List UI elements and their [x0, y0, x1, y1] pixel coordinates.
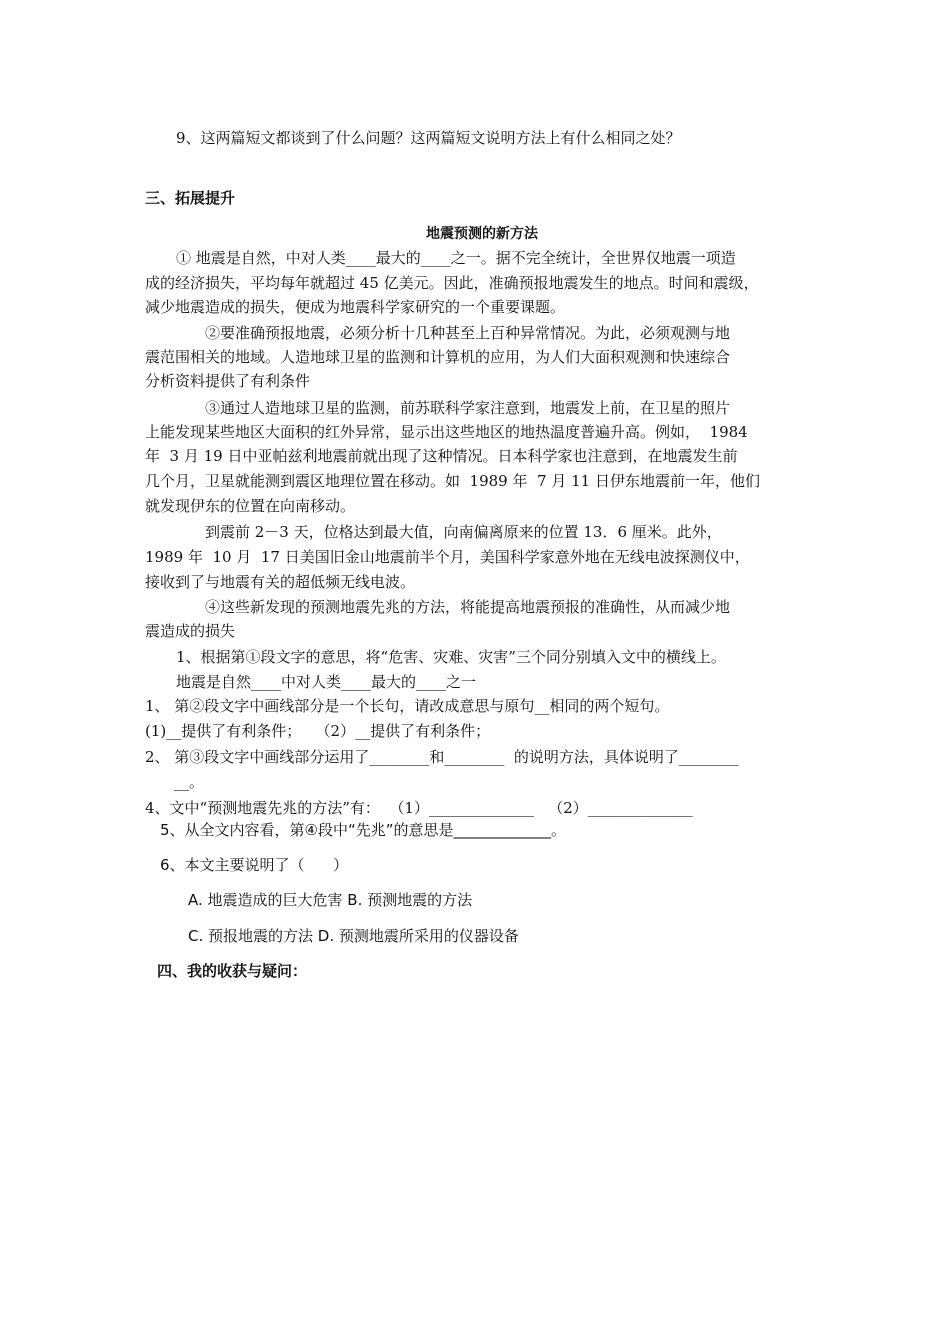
section-4-heading: 四、我的收获与疑问： — [157, 962, 308, 980]
question-2-answers: (1)__提供了有利条件； （2）__提供了有利条件； — [145, 722, 491, 740]
article-line: 就发现伊东的位置在向南移动。 — [145, 497, 356, 515]
article-line: ②要准确预报地震，必须分析十几种甚至上百种异常情况。为此，必须观测与地 — [205, 324, 731, 342]
question-9: 9、这两篇短文都谈到了什么问题？这两篇短文说明方法上有什么相同之处？ — [176, 129, 681, 147]
section-3-heading: 三、拓展提升 — [145, 189, 236, 207]
question-1: 1、根据第①段文字的意思，将“危害、灾难、灾害”三个同分别填入文中的横线上。 — [176, 648, 726, 666]
article-line: 几个月，卫星就能测到震区地理位置在移动。如 1989 年 7 月 11 日伊东地震前一年，他们 — [145, 472, 760, 490]
article-line: ③通过人造地球卫星的监测，前苏联科学家注意到，地震发上前，在卫星的照片 — [205, 399, 731, 417]
article-line: 1989 年 10 月 17 日美国旧金山地震前半个月，美国科学家意外地在无线电波探测仪中， — [145, 548, 750, 566]
article-title: 地震预测的新方法 — [426, 226, 538, 242]
question-2: 1、 第②段文字中画线部分是一个长句，请改成意思与原句__相同的两个短句。 — [145, 697, 670, 715]
question-6-option-line: A. 地震造成的巨大危害 B. 预测地震的方法 — [188, 891, 473, 909]
article-line: ④这些新发现的预测地震先兆的方法，将能提高地震预报的准确性，从而减少地 — [205, 598, 731, 616]
article-line: 接收到了与地震有关的超低频无线电波。 — [145, 573, 416, 591]
question-3-continued: __。 — [174, 773, 205, 791]
question-5: 5、从全文内容看，第④段中“先兆”的意思是_____________。 — [160, 821, 567, 839]
question-6: 6、本文主要说明了（ ） — [160, 856, 349, 874]
article-line: 成的经济损失，平均每年就超过 45 亿美元。因此，准确预报地震发生的地点。时间和震级， — [145, 274, 759, 292]
article-line: 到震前 2－3 天，位格达到最大值，向南偏离原来的位置 13．6 厘米。此外， — [205, 523, 722, 541]
article-line: 震范围相关的地域。人造地球卫星的监测和计算机的应用，为人们大面积观测和快速综合 — [145, 348, 731, 366]
article-line: 分析资料提供了有利条件 — [145, 372, 311, 390]
article-line: 震造成的损失 — [145, 622, 236, 640]
article-line: 年 3 月 19 日中亚帕兹利地震前就出现了这种情况。日本科学家也注意到，在地震发生前 — [145, 447, 738, 465]
question-1-fill-line: 地震是自然____中对人类____最大的____之一 — [176, 673, 477, 691]
article-line: 上能发现某些地区大面积的红外异常，显示出这些地区的地热温度普遍升高。例如， 1984 — [145, 423, 748, 441]
question-6-option-line: C. 预报地震的方法 D. 预测地震所采用的仪器设备 — [188, 927, 519, 945]
question-3: 2、 第③段文字中画线部分运用了________和________ 的说明方法，具体说明了________ — [145, 748, 739, 766]
article-line: 减少地震造成的损失，便成为地震科学家研究的一个重要课题。 — [145, 298, 566, 316]
article-line: ① 地震是自然，中对人类____最大的____之一。据不完全统计，全世界仅地震一项造 — [176, 249, 736, 267]
question-4: 4、文中“预测地震先兆的方法”有： （1）______________ （2）______________ — [145, 799, 693, 817]
